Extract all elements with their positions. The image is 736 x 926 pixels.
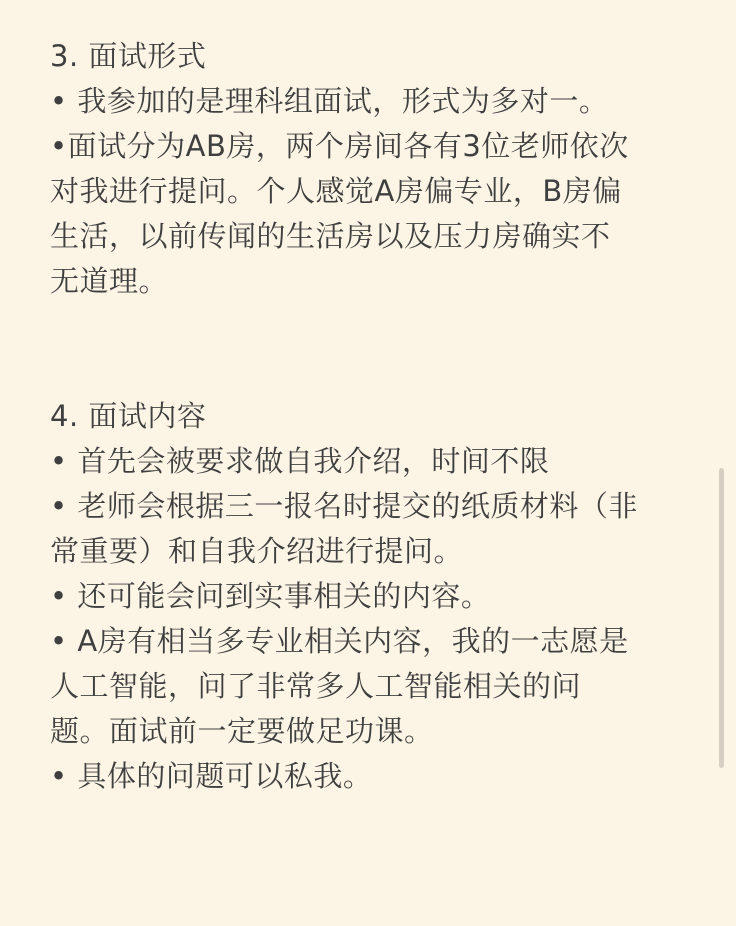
section-4-line-2: • 老师会根据三一报名时提交的纸质材料（非 <box>50 489 638 523</box>
article-body <box>50 34 700 799</box>
vertical-scrollbar[interactable] <box>719 468 724 768</box>
section-4-line-7: 题。面试前一定要做足功课。 <box>50 714 434 748</box>
section-4-line-8: • 具体的问题可以私我。 <box>50 759 373 793</box>
section-4-line-1: • 首先会被要求做自我介绍，时间不限 <box>50 444 550 478</box>
section-4-line-6: 人工智能，问了非常多人工智能相关的问 <box>50 669 582 703</box>
section-4-title: 4. 面试内容 <box>50 399 207 433</box>
section-3-line-4: 生活，以前传闻的生活房以及压力房确实不 <box>50 219 611 253</box>
section-3-line-2: •面试分为AB房，两个房间各有3位老师依次 <box>50 129 629 163</box>
section-3-title: 3. 面试形式 <box>50 39 207 73</box>
section-3-line-5: 无道理。 <box>50 264 169 298</box>
section-spacer <box>50 304 700 394</box>
section-4-line-3: 常重要）和自我介绍进行提问。 <box>50 534 464 568</box>
section-3-line-1: • 我参加的是理科组面试，形式为多对一。 <box>50 84 609 118</box>
section-3-line-3: 对我进行提问。个人感觉A房偏专业，B房偏 <box>50 174 622 208</box>
section-4-line-4: • 还可能会问到实事相关的内容。 <box>50 579 491 613</box>
section-4-line-5: • A房有相当多专业相关内容，我的一志愿是 <box>50 624 629 658</box>
